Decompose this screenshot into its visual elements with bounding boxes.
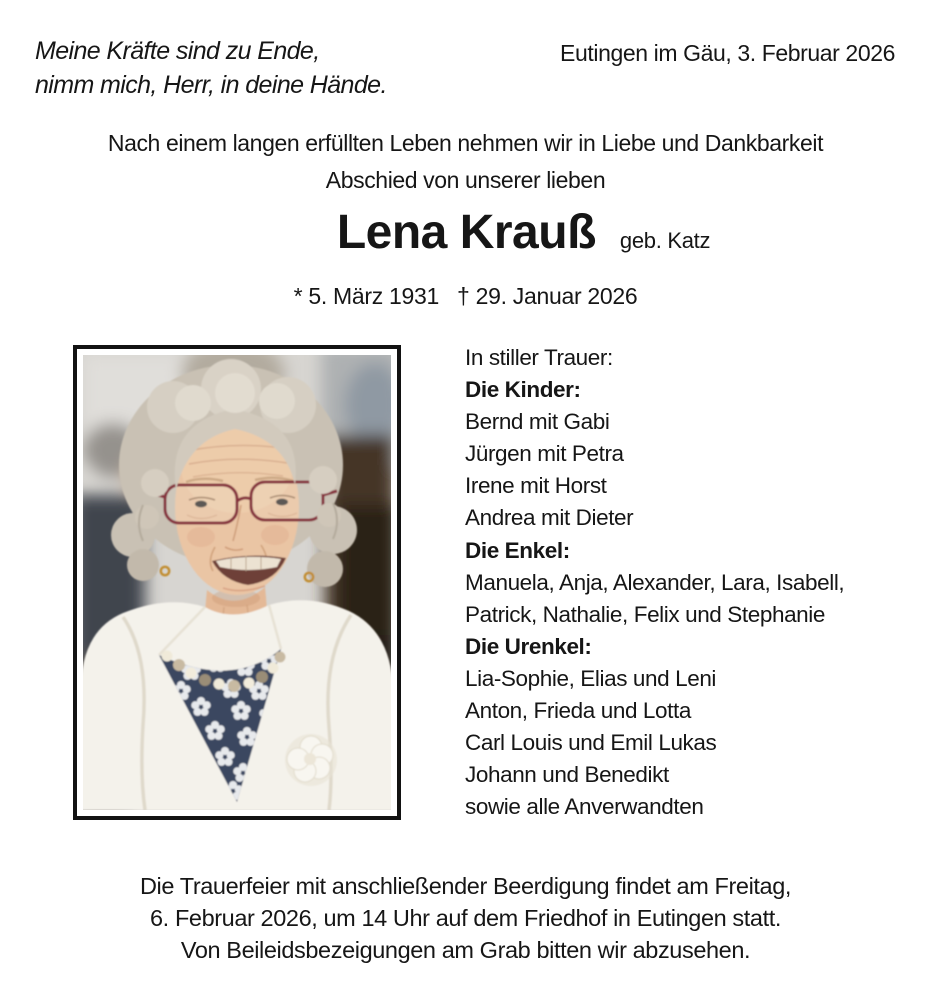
mourner-line: Carl Louis und Emil Lukas <box>465 730 717 756</box>
mourner-line: Jürgen mit Petra <box>465 441 624 467</box>
funeral-line-1: Die Trauerfeier mit anschließender Beerdigung findet am Freitag, <box>139 873 791 899</box>
place-and-date: Eutingen im Gäu, 3. Februar 2026 <box>560 40 895 66</box>
epigraph-line-2: nimm mich, Herr, in deine Hände. <box>35 71 387 99</box>
maiden-name: geb. Katz <box>619 228 711 253</box>
mourner-line: In stiller Trauer: <box>465 345 613 370</box>
mourner-line: Lia-Sophie, Elias und Leni <box>465 665 717 691</box>
life-dates <box>0 281 931 311</box>
death-date: † 29. Januar 2026 <box>457 283 638 309</box>
mourner-line: Manuela, Anja, Alexander, Lara, Isabell, <box>465 569 845 595</box>
funeral-line-2: 6. Februar 2026, um 14 Uhr auf dem Friedhof in Eutingen statt. <box>150 905 781 931</box>
intro-text <box>0 125 931 199</box>
epigraph <box>35 34 387 102</box>
mourner-line: Die Enkel: <box>465 537 570 563</box>
mourner-line: Die Urenkel: <box>465 633 592 659</box>
birth-date: * 5. März 1931 <box>293 283 440 309</box>
mourner-line: Patrick, Nathalie, Felix und Stephanie <box>465 601 826 627</box>
portrait-photo <box>73 345 401 820</box>
intro-line-2: Abschied von unserer lieben <box>325 167 606 193</box>
mourners-list <box>465 342 844 823</box>
funeral-info <box>0 870 931 966</box>
mourner-line: Anton, Frieda und Lotta <box>465 698 691 724</box>
intro-line-1: Nach einem langen erfüllten Leben nehmen wir in Liebe und Dankbarkeit <box>107 130 824 156</box>
mourner-line: Andrea mit Dieter <box>465 505 634 531</box>
portrait-photo-illustration <box>83 355 391 810</box>
funeral-line-3: Von Beileidsbezeigungen am Grab bitten wir abzusehen. <box>180 937 751 963</box>
mourner-line: Irene mit Horst <box>465 473 607 499</box>
mourner-line: Die Kinder: <box>465 377 581 403</box>
epigraph-line-1: Meine Kräfte sind zu Ende, <box>35 37 320 65</box>
mourner-line: Bernd mit Gabi <box>465 409 610 435</box>
deceased-name: Lena Krauß <box>336 206 596 259</box>
mourner-line: sowie alle Anverwandten <box>465 794 704 820</box>
mourner-line: Johann und Benedikt <box>465 762 669 788</box>
deceased-name-row <box>0 202 931 264</box>
